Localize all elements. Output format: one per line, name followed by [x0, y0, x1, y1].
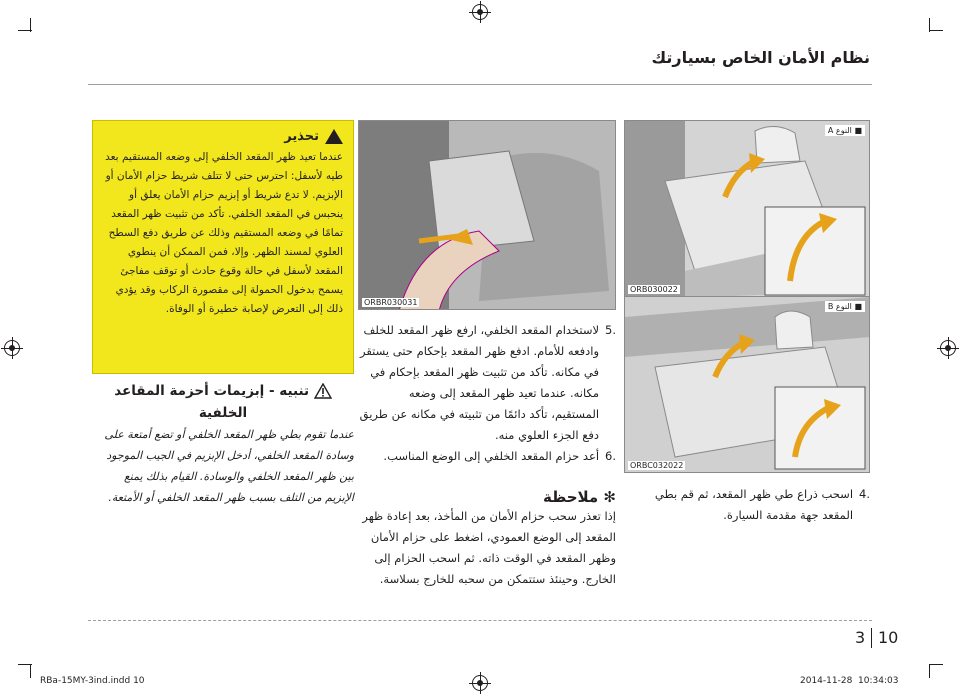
registration-mark-icon [472, 675, 488, 691]
step-text: لاستخدام المقعد الخلفي، ارفع ظهر المقعد للخلف وادفعه للأمام. ادفع ظهر المقعد بإحكام حتى يستقر في مكانه. تأكد من تثبيت ظهر المقعد بإحكام في مكانه. عندما تعيد ظهر المقعد إلى وضعه المستقيم، تأكد دائمًا من تثبيته في مكانه عن طريق دفع الجزء العلوي منه. [359, 323, 600, 442]
step-number: .5 [605, 323, 616, 337]
date-slug: 2014-11-28 ￼ 10:34:03 [800, 676, 899, 686]
photo-code: ORB030022 [630, 285, 678, 294]
warning-box [92, 120, 354, 374]
steps-middle [358, 320, 616, 467]
note-body: إذا تعذر سحب حزام الأمان من المأخذ، بعد إعادة ظهر المقعد إلى الوضع العمودي، اضغط على حزام الأمان وظهر المقعد في الوقت ذاته. ثم اسحب الحزام إلى الخارج. وحينئذ ستتمكن من سحبه للخارج بسلاسة. [362, 509, 616, 586]
step-number: .6 [605, 449, 616, 463]
registration-mark-icon [940, 340, 956, 356]
seat-photo-type-b [624, 296, 870, 473]
headrest-photo [358, 120, 616, 310]
photo-type-label: ■ النوع A [825, 125, 865, 136]
step-item [624, 484, 870, 526]
warning-heading [103, 129, 343, 144]
registration-mark-icon [4, 340, 20, 356]
caution-body: عندما تقوم بطي ظهر المقعد الخلفي أو تضع أمتعة على وسادة المقعد الخلفي، أدخل الإبزيم في الجيب الموجود بين ظهر المقعد الخلفي والوسادة. القيام بذلك يمنع الإبزيم من التلف بسبب ظهر المقعد الخلفي أو الأمتعة. [104, 428, 354, 504]
asterisk-icon: ✻ [603, 488, 616, 506]
note-section [358, 488, 616, 590]
seat-fold-illustration-a [625, 121, 870, 297]
header-divider [88, 84, 872, 85]
page-number-separator [871, 628, 872, 648]
seat-fold-illustration-b [625, 297, 870, 473]
footer-divider [88, 620, 872, 621]
photo-type-label: ■ النوع B [825, 301, 865, 312]
file-slug: RBa-15MY-3ind.indd 10 [40, 676, 145, 686]
crop-mark [18, 30, 32, 31]
step-item [358, 320, 616, 446]
steps-right [624, 484, 870, 526]
headrest-push-illustration [359, 121, 616, 310]
note-title: ملاحظة [542, 488, 599, 506]
step-item [358, 446, 616, 467]
caution-heading [92, 380, 354, 424]
step-text: أعد حزام المقعد الخلفي إلى الوضع المناسب. [383, 449, 600, 463]
page-title: نظام الأمان الخاص بسيارتك [651, 48, 870, 67]
crop-mark [929, 664, 930, 678]
photo-code: ORBC032022 [630, 461, 684, 470]
registration-mark-icon [472, 4, 488, 20]
photo-code: ORBR030031 [364, 298, 418, 307]
warning-triangle-icon [325, 129, 343, 144]
warning-title: تحذير [284, 129, 319, 144]
note-heading [358, 488, 616, 506]
seat-photo-type-a [624, 120, 870, 297]
warning-body: عندما تعيد ظهر المقعد الخلفي إلى وضعه المستقيم بعد طيه لأسفل: احترس حتى لا تتلف شريط حزام الأمان أو الإبزيم. لا تدع شريط أو إبزيم حزام الأمان يعلق أو ينحبس في المقعد الخلفي. تأكد من تثبيت ظهر المقعد تمامًا في وضعه المستقيم وذلك عن طريق دفع السطح العلوي لمسند الظهر. وإلا، فمن الممكن أن ينطوي المقعد لأسفل في حالة وقوع حادث أو توقف مفاجئ يسمح بدخول الحمولة إلى مقصورة الركاب وقد يؤدي ذلك إلى التعرض لإصابة خطيرة أو الوفاة. [105, 151, 343, 315]
caution-triangle-icon [314, 383, 332, 399]
step-text: اسحب ذراع طي ظهر المقعد، ثم قم بطي المقعد جهة مقدمة السيارة. [654, 487, 854, 522]
crop-mark [30, 664, 31, 678]
step-number: .4 [859, 487, 870, 501]
page-number-left: 3 [855, 628, 866, 647]
crop-mark [929, 30, 943, 31]
crop-mark [929, 664, 943, 665]
caution-section [92, 380, 354, 508]
crop-mark [18, 664, 32, 665]
page-number-right: 10 [878, 628, 899, 647]
caution-title: تنبيه - إبزيمات أحزمة المقاعد الخلفية [114, 383, 310, 421]
